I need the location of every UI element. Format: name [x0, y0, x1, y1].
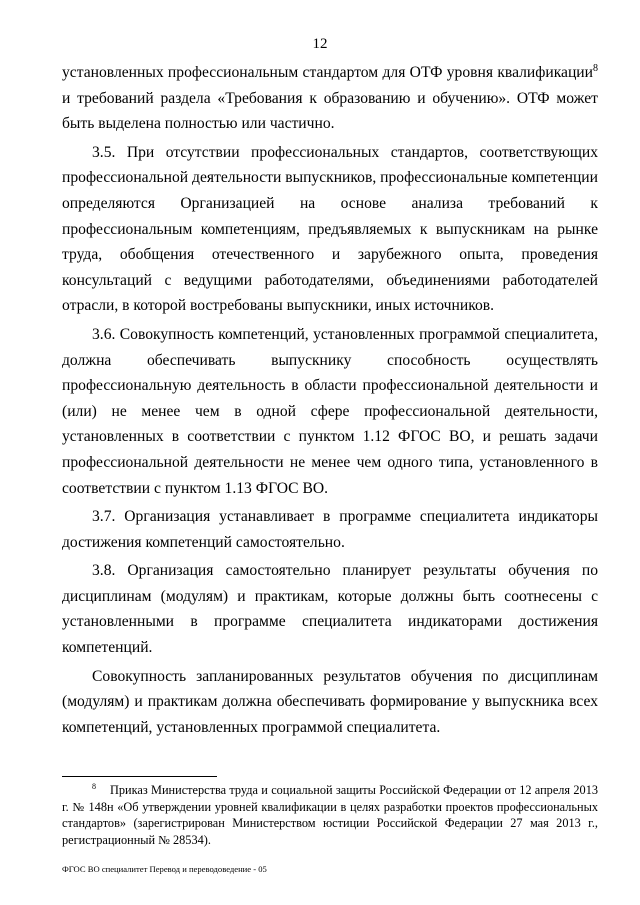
page-number: 12 — [312, 36, 328, 52]
paragraph-text: установленных профессиональным стандартом для ОТФ уровня квалификации — [62, 64, 593, 81]
footnote-paragraph — [62, 782, 598, 848]
footnote-marker: 8 — [92, 781, 96, 791]
page-footer: ФГОС ВО специалитет Перевод и переводоведение - 05 — [62, 864, 267, 874]
paragraph-3-5: 3.5. При отсутствии профессиональных стандартов, соответствующих профессиональной деятельности выпускников, профессиональные компетенции определяются Организацией на основе анализа требований к профессиональным компетенциям, предъявляемых к выпускникам на рынке труда, обобщения отечественного и зарубежного опыта, проведения консультаций с ведущими работодателями, объединениями работодателей отрасли, в которой востребованы выпускники, иных источников. — [62, 143, 598, 315]
footnote-reference: 8 — [593, 62, 598, 74]
footnote-separator — [62, 776, 217, 777]
paragraph-3-6: 3.6. Совокупность компетенций, установленных программой специалитета, должна обеспечивать выпускнику способность осуществлять профессиональную деятельность в области профессиональной деятельности и (или) не менее чем в одной сфере профессиональной деятельности, установленных в соответствии с пунктом 1.12 ФГОС ВО, и решать задачи профессиональной деятельности не менее чем одного типа, установленного в соответствии с пунктом 1.13 ФГОС ВО. — [62, 325, 598, 497]
footnote-text: Приказ Министерства труда и социальной защиты Российской Федерации от 12 апреля 2013 г. № 148н «Об утверждении уровней квалификации в целях разработки проектов профессиональных стандартов» (зарегистрирован Министерством юстиции Российской Федерации 27 мая 2013 г., регистрационный № 28534). — [62, 783, 598, 847]
paragraph-learning-outcomes: Совокупность запланированных результатов обучения по дисциплинам (модулям) и практикам должна обеспечивать формирование у выпускника всех компетенций, установленных программой специалитета. — [62, 667, 598, 736]
paragraph-3-8: 3.8. Организация самостоятельно планирует результаты обучения по дисциплинам (модулям) и практикам, которые должны быть соотнесены с установленными в программе специалитета индикаторами достижения компетенций. — [62, 562, 598, 657]
footnote — [62, 782, 598, 848]
paragraph-text-tail: и требований раздела «Требования к образованию и обучению». ОТФ может быть выделена полностью или частично. — [62, 89, 598, 133]
document-body — [62, 60, 598, 743]
paragraph-3-7: 3.7. Организация устанавливает в программе специалитета индикаторы достижения компетенций самостоятельно. — [62, 508, 598, 551]
paragraph-continuation — [62, 60, 598, 137]
